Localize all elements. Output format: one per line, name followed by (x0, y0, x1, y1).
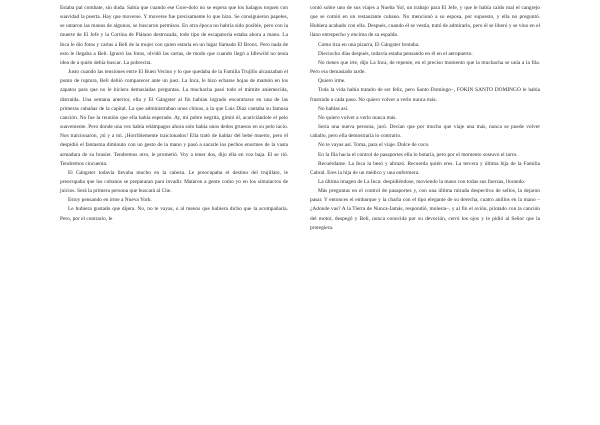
right-paragraph-2: Como tiza en una pizarra, El Gángster brotaba. (318, 41, 420, 48)
right-paragraph-6: Toda la vida había tratado de ser feliz, pero Santo Domingo–, FOKIN SANTO DOMINGO le había frustrado a cada paso. No quiero volver a verlo nunca más. (310, 87, 542, 103)
right-paragraph-7: No hablas así. (318, 105, 349, 112)
left-paragraph-4: Estoy pensando en irme a Nueva York. (68, 197, 152, 204)
right-page (300, 0, 600, 425)
left-paragraph-1: Estaba pal combate, sin duda. Sabía que cuando ese Gore-dolo no se espera que los halagos toquen con suavidad la puerta. Hay que moverse. Y moverse fue precisamente lo que hizo. Se consiguieron papeles, se untaron las manos de algunos, se buscaron permisos. En otra época no habría sido posible, pero con la muerte de El Jefe y la Cortina de Plátano destrozada, todo tipo de escapatoria estaba ahora a mano. La Inca le dio fotos y cartas a Beli de la mujer con quien estaría en un lugar llamado El Bronx. Pero nada de esto le llegaba a Beli. Ignoró las fotos, olvidó las cartas, de modo que cuando llegó a Idlewild no tenía idea de a quién debía buscar. La pobrecita. (60, 5, 290, 66)
right-paragraph-13: La última imagen de La Inca: despidiéndose, moviendo la mano con todas sus fuerzas, llorando. (318, 178, 526, 185)
right-paragraph-8: No quiero volver a verlo nunca más. (318, 114, 397, 121)
right-paragraph-11: En la fila hacia el control de pasaportes ella lo botaría, pero por el momento sostuvo el tarro. (318, 151, 518, 158)
left-paragraph-3: El Gángster todavía llevaba mucho en la cabeza. Le preocupaba el destino del trujillato, le preocupaba que los cubanos se prepararan para invadir. Mataron a gente como yo en los simulacros de juicios. Será la primera persona que buscará al Che. (60, 169, 290, 195)
left-paragraph-5: Le hubiera gustado que dijera. No, no te vayas, o al menos que hubiera dicho que la acompañaría. Pero, por el contrario, le (60, 206, 290, 222)
right-paragraph-1: contó sobre uno de sus viajes a Nueba Yol, un trabajo para El Jefe, y que le había caído mal el cangrejo que se comió en un restaurante cubano. No mencionó a su esposa, por supuesto, y ella no preguntó. Hubiera acabado con ella. Después, cuando él se vestía, trató de admirarlo, pero él se liberó y se vino en el llano entrepecho y encima de su espalda. (310, 5, 542, 39)
right-paragraph-9: Sería una nueva persona, juró. Decían que por mucho que viaje una más, nunca se puede volver caballo, pero ella demostraría lo contrario. (310, 124, 542, 140)
left-paragraph-2: Justo cuando las tensiones entre El Buen Vecino y lo que quedaba de la Familia Trujillo alcanzaban el punto de ruptura, Beli debió comparecer ante un juez. La Inca, le hizo echarse hojas de mamón en los zapatos para que no le hiciera demasiadas preguntas. La muchacha pasó todo el trámite aniemecida, distraída. Una semana anterior, ella y El Gángster al fin habían logrado encontrarse en una de las primeras cabañas de la capital. La que administraban unos chinos, a la que Luis Díaz cantaba su famosa canción. No fue la reunión que ella había esperado. Ay, mi pobre negrita, gimió él, acariciándole el pelo suavemente. Pero donde una vez había relámpagos ahora solo había unos dedos gruesos en su pelo lacio. Nos traicionaron, ¡tú y a mí. ¡Horriblemente traicionados! Ella trató de hablar del bebé muerto, pero él despidió el fantasma diminuto con un gesto de la mano y pasó a sacarle los pechos enormes de la vasta armadura de su brasier. Tendremos otro, le prometió. Voy a tener dos, dijo ella en voz baja. El se rió. Tendremos cincuenta. (60, 69, 290, 167)
right-paragraph-5: Quiero irme. (318, 78, 346, 85)
right-paragraph-12: Recuérdame. La Inca la besó y abrazó. Recuerda quién eres. La tercera y última hija de la Familia Cabral. Eres la hija de un médico y una enfermera. (310, 160, 542, 176)
right-paragraph-4: No tienes que irte, dijo La Inca, de repente, en el preciso momento que la muchacha se unía a la fila. Pero era demasiado tarde. (310, 59, 542, 76)
right-paragraph-10: No te vayas así. Toma, para el viaje. Dulce de coco. (318, 142, 430, 149)
right-paragraph-3: Dieciocho días después, todavía estaba pensando en él en el aeropuerto. (318, 50, 473, 57)
right-paragraph-14: Más preguntas en el control de pasaportes y, con una última mirada despectiva de sellos, la dejaron pasar. Y entonces el embarque y la charla con el tipo elegante de su derecha, cuatro anillos en la mano –¿Adonde vas? A la Tierra de Nunca-Jamás, respondió, molesta–, y al fin el avión, pilotado con la canción del motor, despegó y Beli, nunca conocida por su devoción, cerró los ojos y le pidió al Señor que la protegiera. (310, 188, 542, 231)
